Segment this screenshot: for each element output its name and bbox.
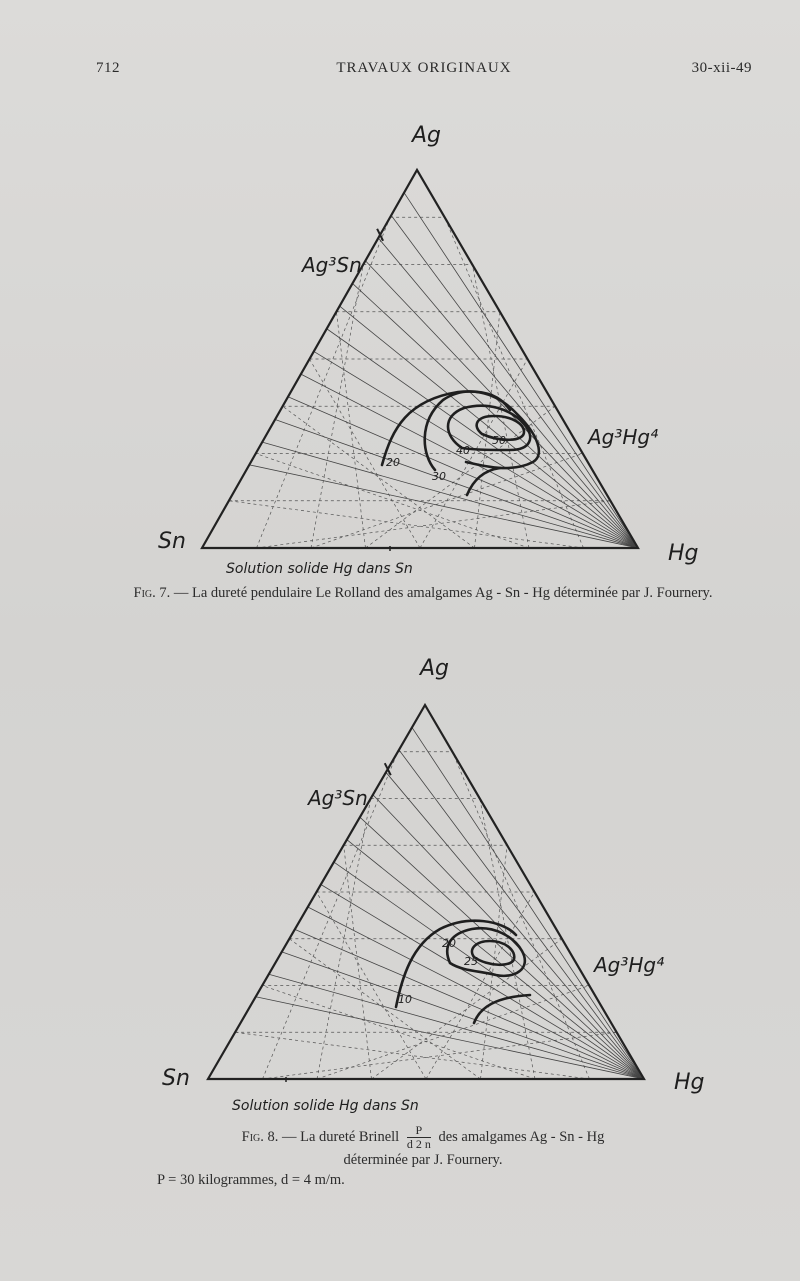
journal-title: TRAVAUX ORIGINAUX — [336, 60, 512, 76]
fig7-tie-line — [404, 193, 638, 548]
fig8-caption-text-before: — La dureté Brinell — [282, 1128, 400, 1145]
fig7-tie-line — [391, 215, 638, 548]
brinell-fraction — [407, 1124, 431, 1151]
figure-8 — [150, 645, 710, 1125]
fig7-apex-right-label: Hg — [668, 541, 699, 566]
fig8-apex-top-label: Ag — [420, 656, 450, 681]
fig8-grid — [235, 752, 617, 1079]
fraction-numerator: P — [407, 1124, 431, 1138]
fig8-caption-line2: déterminée par J. Fournery. — [343, 1152, 503, 1168]
fig8-tie-line — [412, 727, 644, 1079]
issue-date: 30-xii-49 — [691, 60, 752, 76]
fig7-tie-line — [262, 442, 638, 548]
fig8-grid-line — [235, 1032, 589, 1079]
fig8-parameters: P = 30 kilogrammes, d = 4 m/m. — [157, 1172, 345, 1188]
fig8-contour-25 — [472, 941, 514, 965]
fig7-apex-left-label: Sn — [158, 529, 186, 554]
running-head — [96, 60, 752, 84]
fig8-grid-line — [263, 1032, 617, 1079]
figure-7 — [150, 110, 710, 585]
fig7-grid-line — [257, 501, 611, 548]
fig8-tie-line — [282, 952, 644, 1079]
fig8-grid-line — [452, 752, 589, 1079]
fig7-contour-label-40: 40 — [456, 444, 470, 457]
figure-8-diagram — [150, 645, 710, 1125]
fig8-base-label: Solution solide Hg dans Sn — [232, 1098, 419, 1114]
fig8-caption-text-after: des amalgames Ag - Sn - Hg — [438, 1128, 605, 1145]
fig8-contour-label-25: 25 — [464, 955, 478, 968]
figure-8-caption — [90, 1124, 756, 1170]
fig8-compound-right-label: Ag³Hg⁴ — [594, 953, 665, 977]
fig7-contour-label-30: 30 — [432, 470, 446, 483]
fig7-caption-prefix: Fig. 7. — [133, 585, 171, 601]
fig8-apex-right-label: Hg — [674, 1070, 705, 1095]
fig8-compound-left-label: Ag³Sn — [308, 786, 368, 810]
fig8-tie-line — [399, 750, 644, 1079]
fig7-caption-text: — La dureté pendulaire Le Rolland des amalgames Ag - Sn - Hg déterminée par J. Fournery. — [173, 585, 713, 601]
fig7-compound-right-label: Ag³Hg⁴ — [588, 425, 659, 449]
fig7-grid-line — [229, 501, 584, 548]
fig7-contour-label-20: 20 — [386, 456, 400, 469]
fig8-grid-line — [344, 845, 372, 1079]
fig7-tie-line — [275, 419, 638, 548]
fig8-contour-label-10: 10 — [398, 993, 412, 1006]
fig7-tie-line — [288, 397, 638, 548]
fig7-compound-left-label: Ag³Sn — [302, 253, 362, 277]
fig8-tie-line — [295, 929, 644, 1079]
fig7-base-label: Solution solide Hg dans Sn — [226, 561, 413, 577]
figure-7-diagram — [150, 110, 710, 585]
fraction-denominator: d 2 n — [406, 1137, 431, 1151]
fig7-grid-line — [445, 217, 584, 548]
fig8-contour-label-20: 20 — [442, 937, 456, 950]
fig7-grid-line — [336, 312, 365, 548]
fig8-caption-prefix: Fig. 8. — [241, 1128, 279, 1145]
fig7-tie-line — [365, 261, 638, 548]
fig8-apex-left-label: Sn — [162, 1066, 190, 1091]
fig7-grid — [229, 217, 611, 548]
fig7-apex-top-label: Ag — [412, 123, 442, 148]
page-number: 712 — [96, 60, 120, 76]
figure-7-caption — [90, 584, 756, 603]
fig8-grid-line — [289, 939, 480, 1079]
fig7-contour-label-50: 50 — [492, 434, 506, 447]
